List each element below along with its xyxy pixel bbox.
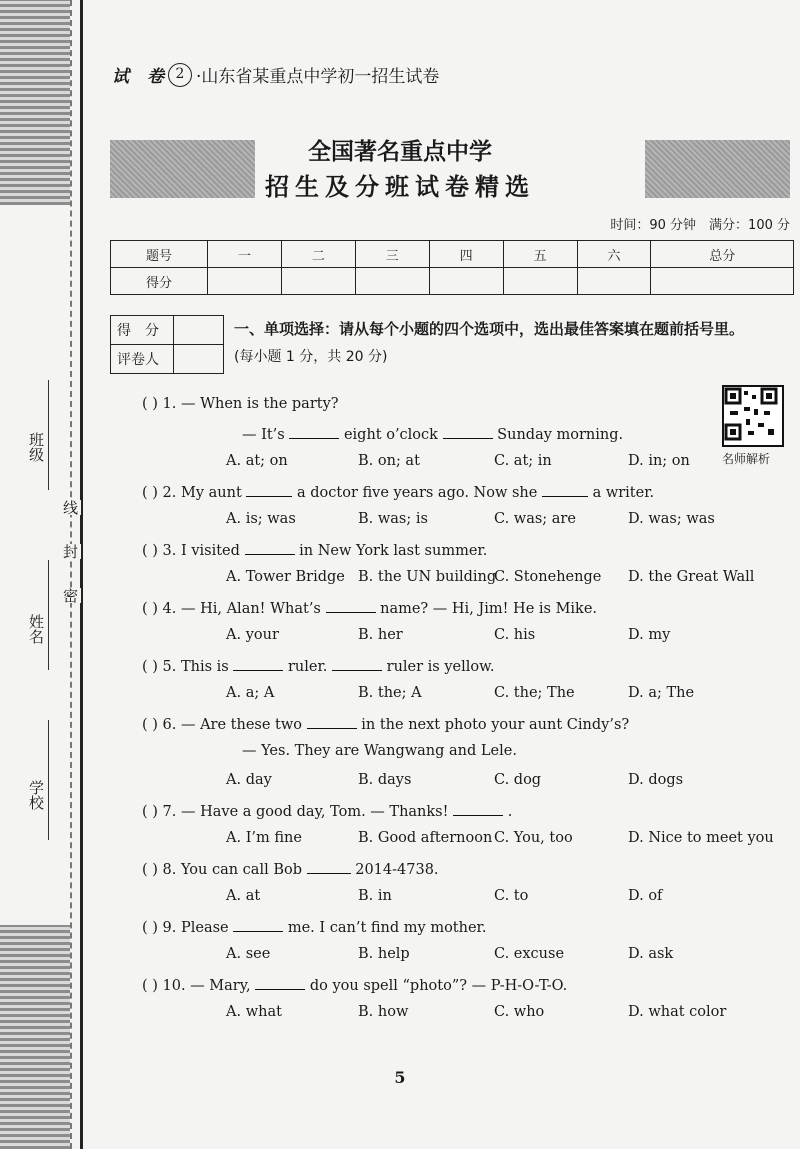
- question-4: ( ) 4. — Hi, Alan! What’s name? — Hi, Jim! He is Mike.: [142, 598, 597, 617]
- question-7: ( ) 7. — Have a good day, Tom. — Thanks! .: [142, 801, 512, 820]
- score-table-score-row: [111, 268, 794, 295]
- name-underline: [48, 560, 49, 670]
- option-c[interactable]: C. to: [494, 888, 529, 904]
- question-1-line2: — It’s eight o’clock Sunday morning.: [242, 424, 623, 443]
- option-c[interactable]: C. was; are: [494, 511, 576, 527]
- grader-score-label: 得 分: [111, 316, 174, 345]
- qr-caption: 名师解析: [722, 452, 771, 466]
- answer-blank[interactable]: [443, 424, 493, 439]
- question-8: ( ) 8. You can call Bob 2014-4738.: [142, 859, 439, 878]
- option-b[interactable]: B. was; is: [358, 511, 428, 527]
- option-a[interactable]: A. at: [226, 888, 261, 904]
- option-d[interactable]: D. was; was: [628, 511, 715, 527]
- option-a[interactable]: A. day: [226, 772, 272, 788]
- option-b[interactable]: B. days: [358, 772, 412, 788]
- option-a[interactable]: A. is; was: [226, 511, 296, 527]
- class-label: 班级: [27, 432, 45, 462]
- series-char-a: 试: [112, 67, 129, 87]
- page-title: 全国著名重点中学: [308, 139, 492, 165]
- score-cell[interactable]: [355, 268, 429, 295]
- score-header-cell: 三: [355, 241, 429, 268]
- series-title: ·山东省某重点中学初一招生试卷: [196, 67, 440, 87]
- question-3: ( ) 3. I visited in New York last summer.: [142, 540, 487, 559]
- answer-blank[interactable]: [245, 540, 295, 555]
- score-row-label: 得分: [111, 268, 208, 295]
- name-label: 姓名: [27, 614, 45, 644]
- option-a[interactable]: A. a; A: [226, 685, 275, 701]
- answer-blank[interactable]: [332, 656, 382, 671]
- question-6: ( ) 6. — Are these two in the next photo your aunt Cindy’s?: [142, 714, 629, 733]
- option-c[interactable]: C. his: [494, 627, 536, 643]
- option-d[interactable]: D. my: [628, 627, 671, 643]
- score-cell[interactable]: [281, 268, 355, 295]
- score-table: [110, 240, 794, 295]
- grader-score-cell[interactable]: [174, 316, 224, 345]
- qr-code-icon[interactable]: [722, 385, 784, 447]
- question-6-line2: — Yes. They are Wangwang and Lele.: [242, 743, 517, 759]
- series-header: [112, 62, 439, 87]
- option-b[interactable]: B. the UN building: [358, 569, 497, 585]
- score-header-cell: 二: [281, 241, 355, 268]
- option-c[interactable]: C. excuse: [494, 946, 565, 962]
- option-d[interactable]: D. Nice to meet you: [628, 830, 774, 846]
- option-a[interactable]: A. what: [226, 1004, 282, 1020]
- score-header-cell: 六: [577, 241, 651, 268]
- option-d[interactable]: D. a; The: [628, 685, 695, 701]
- score-header-cell: 五: [503, 241, 577, 268]
- score-header-cell: 一: [208, 241, 282, 268]
- seal-char-2: 封: [61, 544, 79, 559]
- option-d[interactable]: D. the Great Wall: [628, 569, 755, 585]
- time-score-info: 时间：90 分钟 满分：100 分: [610, 218, 790, 233]
- score-cell[interactable]: [429, 268, 503, 295]
- school-underline: [48, 720, 49, 840]
- answer-blank[interactable]: [233, 917, 283, 932]
- answer-blank[interactable]: [307, 859, 351, 874]
- class-underline: [48, 380, 49, 490]
- answer-blank[interactable]: [289, 424, 339, 439]
- score-table-header-row: [111, 241, 794, 268]
- option-c[interactable]: C. You, too: [494, 830, 573, 846]
- answer-blank[interactable]: [542, 482, 588, 497]
- question-5: ( ) 5. This is ruler. ruler is yellow.: [142, 656, 494, 675]
- answer-blank[interactable]: [233, 656, 283, 671]
- option-c[interactable]: C. at; in: [494, 453, 552, 469]
- grader-name-label: 评卷人: [111, 345, 174, 374]
- option-d[interactable]: D. of: [628, 888, 663, 904]
- score-cell[interactable]: [503, 268, 577, 295]
- option-b[interactable]: B. in: [358, 888, 392, 904]
- option-a[interactable]: A. at; on: [226, 453, 288, 469]
- answer-blank[interactable]: [453, 801, 503, 816]
- option-d[interactable]: D. in; on: [628, 453, 690, 469]
- seal-char-3: 线: [61, 500, 79, 515]
- series-number-badge: 2: [168, 63, 192, 87]
- score-cell[interactable]: [208, 268, 282, 295]
- score-header-cell: 总分: [651, 241, 794, 268]
- section-title: 一、单项选择：请从每个小题的四个选项中，选出最佳答案填在题前括号里。: [234, 320, 745, 338]
- question-2: ( ) 2. My aunt a doctor five years ago. Now she a writer.: [142, 482, 654, 501]
- option-b[interactable]: B. on; at: [358, 453, 420, 469]
- question-10: ( ) 10. — Mary, do you spell “photo”? — P-H-O-T-O.: [142, 975, 567, 994]
- section-note: (每小题 1 分，共 20 分): [234, 349, 388, 365]
- option-a[interactable]: A. see: [226, 946, 271, 962]
- school-label: 学校: [27, 780, 45, 810]
- option-b[interactable]: B. the; A: [358, 685, 422, 701]
- answer-blank[interactable]: [255, 975, 305, 990]
- seal-char-1: 密: [61, 588, 79, 603]
- question-1: ( ) 1. — When is the party?: [142, 396, 339, 412]
- option-a[interactable]: A. Tower Bridge: [226, 569, 345, 585]
- option-b[interactable]: B. how: [358, 1004, 409, 1020]
- score-cell[interactable]: [577, 268, 651, 295]
- score-cell[interactable]: [651, 268, 794, 295]
- option-d[interactable]: D. ask: [628, 946, 674, 962]
- score-header-cell: 四: [429, 241, 503, 268]
- option-d[interactable]: D. what color: [628, 1004, 727, 1020]
- page-subtitle: 招生及分班试卷精选: [265, 173, 535, 201]
- option-a[interactable]: A. I’m fine: [226, 830, 302, 846]
- option-a[interactable]: A. your: [226, 627, 279, 643]
- answer-blank[interactable]: [246, 482, 292, 497]
- question-9: ( ) 9. Please me. I can’t find my mother.: [142, 917, 487, 936]
- option-b[interactable]: B. her: [358, 627, 403, 643]
- option-b[interactable]: B. Good afternoon: [358, 830, 493, 846]
- option-c[interactable]: C. dog: [494, 772, 542, 788]
- page-number: 5: [394, 1068, 406, 1087]
- margin-hatch-bottom: [0, 925, 70, 1149]
- series-char-b: 卷: [147, 67, 164, 87]
- answer-blank[interactable]: [307, 714, 357, 729]
- grader-box: [110, 315, 224, 374]
- score-header-cell: 题号: [111, 241, 208, 268]
- option-b[interactable]: B. help: [358, 946, 410, 962]
- option-c[interactable]: C. the; The: [494, 685, 575, 701]
- answer-blank[interactable]: [326, 598, 376, 613]
- grader-name-cell[interactable]: [174, 345, 224, 374]
- option-c[interactable]: C. who: [494, 1004, 545, 1020]
- option-c[interactable]: C. Stonehenge: [494, 569, 602, 585]
- option-d[interactable]: D. dogs: [628, 772, 684, 788]
